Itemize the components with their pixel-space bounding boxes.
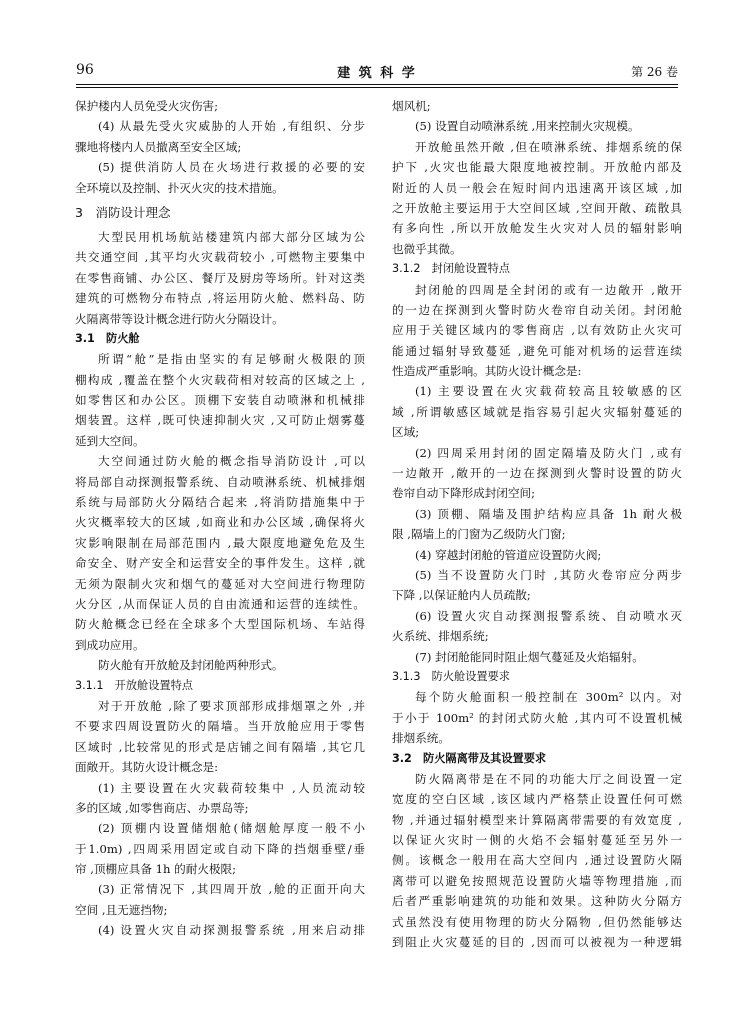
text-line: 无须为限制火灾和烟气的蔓延对大空间进行物理防 [75,576,365,591]
text-line: 火灾概率较大的区域 ,如商业和办公区域 ,确保将火 [75,515,365,530]
text-line: 建筑的可燃物分布特点 ,将运用防火舱、燃料岛、防 [75,291,365,306]
text-line: 火隔离带等设计概念进行防火分隔设计。 [75,311,284,326]
text-line: 将局部自动探测报警系统、自动喷淋系统、机械排烟 [75,474,365,489]
text-line: 限 ,隔墙上的门窗为乙级防火门窗; [392,527,566,542]
text-line: 共交通空间 ,其平均火灾载荷较小 ,可燃物主要集中 [75,250,365,265]
text-line: 后者严重影响建筑的功能和效果。这种防火分隔方 [392,894,682,909]
text-line: 大型民用机场航站楼建筑内部大部分区域为公 [98,229,365,244]
text-line: 棚构成 ,覆盖在整个火灾载荷相对较高的区域之上 , [75,372,365,387]
text-line: (1) 主要设置在火灾载荷较高且较敏感的区 [415,384,682,399]
text-line: 全环境以及控制、扑灭火灾的技术措施。 [75,180,284,195]
text-line: 式虽然没有使用物理的防火分隔物 ,但仍然能够达 [392,914,682,929]
text-line: 下降 ,以保证舱内人员疏散; [392,588,531,603]
journal-title: 建 筑 科 学 [337,66,417,81]
text-line: 一边敞开 ,敞开的一边在探测到火警时设置的防火 [392,466,682,481]
text-line: 物 ,并通过辐射模型来计算隔离带需要的有效宽度 , [392,812,682,827]
text-line: 到成功应用。 [75,637,145,652]
text-line: (2) 顶棚内设置储烟舱(储烟舱厚度一般不小 [98,821,365,836]
text-line: 到阻止火灾蔓延的目的 ,因而可以被视为一种逻辑 [392,935,682,950]
text-line: 烟风机; [392,99,431,113]
text-line: 以保证火灾时一侧的火焰不会辐射蔓延至另外一 [392,833,682,848]
text-line: 多的区域 ,如零售商店、办票岛等; [75,800,249,815]
text-line: 火系统、排烟系统; [392,629,489,644]
text-line: 于小于 100m² 的封闭式防火舱 ,其内可不设置机械 [392,710,682,725]
subsection-heading: 3.1.2 封闭舱设置特点 [392,262,510,276]
text-line: 命安全、财产安全和运营安全的事件发生。这样 ,就 [75,556,365,571]
text-line: 大空间通过防火舱的概念指导消防设计 ,可以 [98,454,365,469]
text-line: (5) 提供消防人员在火场进行救援的必要的安 [98,160,365,175]
text-line: 域 ,所谓敏感区域就是指容易引起火灾辐射蔓延的 [392,404,682,419]
text-line: 排烟系统。 [392,731,450,746]
text-line: 侧。该概念一般用在高大空间内 ,通过设置防火隔 [392,853,682,868]
text-line: (5) 设置自动喷淋系统 ,用来控制火灾规模。 [415,119,640,134]
text-line: 系统与局部防火分隔结合起来 ,将消防措施集中于 [75,495,365,510]
text-line: 于1.0m) ,四周采用固定或自动下降的挡烟垂壁/垂 [75,841,365,856]
text-line: 骤地将楼内人员撤离至安全区域; [75,139,242,154]
subsection-heading: 3.1.1 开放舱设置特点 [75,678,193,692]
text-line: 如零售区和办公区。顶棚下安装自动喷淋和机械排 [75,393,365,408]
text-line: (3) 顶棚、隔墙及围护结构应具备 1h 耐火极 [415,506,682,521]
text-line: 附近的人员一般会在短时间内迅速离开该区域 ,加 [392,180,682,195]
text-line: 帘 ,顶棚应具备 1h 的耐火极限; [75,862,237,877]
section-heading: 3 消防设计理念 [75,204,171,220]
text-line: 烟装置。这样 ,既可快速抑制火灾 ,又可防止烟雾蔓 [75,413,365,428]
text-line: 离带可以避免按照规范设置防火墙等物理措施 ,而 [392,873,682,888]
text-line: 也微乎其微。 [392,241,462,256]
text-line: 性造成严重影响。其防火设计概念是: [392,364,582,379]
text-line: 所谓“舱”是指由坚实的有足够耐火极限的顶 [98,352,365,367]
subsection-heading: 3.2 防火隔离带及其设置要求 [392,751,547,765]
text-line: 应用于关键区域内的零售商店 ,以有效防止火灾可 [392,323,682,338]
text-line: 面敞开。其防火设计概念是: [75,760,219,775]
text-line: 火分区 ,从而保证人员的自由流通和运营的连续性。 [75,596,365,611]
text-line: 的一边在探测到火警时防火卷帘自动关闭。封闭舱 [392,302,682,317]
text-line: 不要求四周设置防火的隔墙。当开放舱应用于零售 [75,719,365,734]
subsection-heading: 3.1.3 防火舱设置要求 [392,669,510,683]
text-line: 之开放舱主要运用于大空间区域 ,空间开敞、疏散具 [392,200,682,215]
text-line: (3) 正常情况下 ,其四周开放 ,舱的正面开向大 [98,882,365,897]
text-line: 开放舱虽然开敞 ,但在喷淋系统、排烟系统的保 [415,139,682,154]
text-line: 空间 ,且无遮挡物; [75,902,168,917]
text-line: 防火舱概念已经在全球多个大型国际机场、车站得 [75,617,365,632]
text-line: (6) 设置火灾自动探测报警系统、自动喷水灭 [415,608,682,623]
text-line: (1) 主要设置在火灾载荷较集中 ,人员流动较 [98,780,365,795]
text-line: 宽度的空白区域 ,该区域内严格禁止设置任何可燃 [392,792,682,807]
text-line: 灾影响限制在局部范围内 ,最大限度地避免危及生 [75,535,365,550]
right-column [392,96,682,952]
text-line: 能通过辐射导致蔓延 ,避免可能对机场的运营连续 [392,343,682,358]
text-line: 区域; [392,425,420,440]
page-number: 96 [76,62,94,78]
text-line: (4) 从最先受火灾威胁的人开始 ,有组织、分步 [98,119,365,134]
text-line: 对于开放舱 ,除了要求顶部形成排烟罩之外 ,并 [98,698,365,713]
subsection-heading: 3.1 防火舱 [75,331,140,345]
text-line: 区域时 ,比较常见的形式是店铺之间有隔墙 ,其它几 [75,739,365,754]
text-line: (7) 封闭舱能同时阻止烟气蔓延及火焰辐射。 [415,649,644,664]
text-line: 护下 ,火灾也能最大限度地被控制。开放舱内部及 [392,160,682,175]
text-line: 封闭舱的四周是全封闭的或有一边敞开 ,敞开 [415,282,682,297]
text-line: (4) 穿越封闭舱的管道应设置防火阀; [415,547,602,562]
text-line: (2) 四周采用封闭的固定隔墙及防火门 ,或有 [415,445,682,460]
left-column [75,96,365,941]
text-line: 防火隔离带是在不同的功能大厅之间设置一定 [415,771,682,786]
text-line: 在零售商铺、办公区、餐厅及厨房等场所。针对这类 [75,270,365,285]
header-rule-top [76,84,678,85]
text-line: 每个防火舱面积一般控制在 300m² 以内。对 [415,690,682,705]
header-rule-bottom [76,87,678,88]
text-line: 有多向性 ,所以开放舱发生火灾对人员的辐射影响 [392,221,682,236]
text-line: (5) 当不设置防火门时 ,其防火卷帘应分两步 [415,567,682,582]
volume-label: 第 26 卷 [631,65,678,79]
text-line: 卷帘自动下降形成封闭空间; [392,486,536,501]
text-line: 延到大空间。 [75,433,145,448]
text-line: (4) 设置火灾自动探测报警系统 ,用来启动排 [98,923,365,938]
text-line: 保护楼内人员免受火灾伤害; [75,99,219,113]
page-header [76,60,678,84]
text-line: 防火舱有开放舱及封闭舱两种形式。 [98,658,284,673]
